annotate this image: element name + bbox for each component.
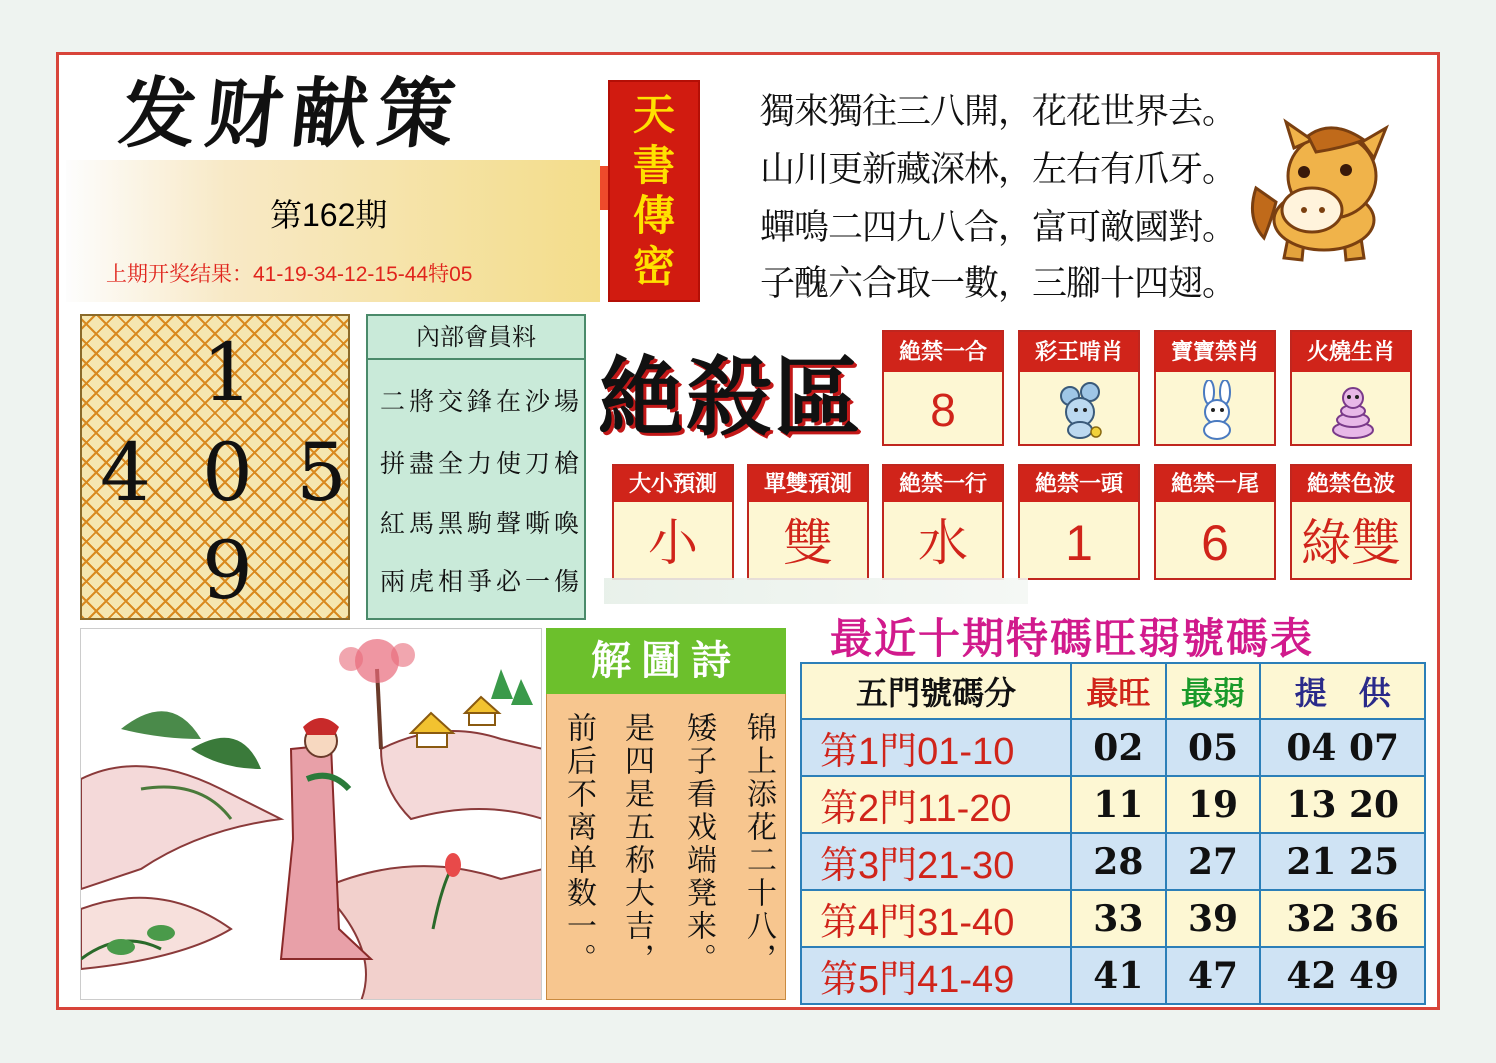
table-cell: 41 (1071, 947, 1166, 1004)
poem-column: 矮子看戏端凳来。 (681, 712, 716, 976)
table-cell: 第2門11-20 (801, 776, 1071, 833)
cell-value: 8 (930, 384, 956, 436)
book-char: 傳 (632, 191, 675, 241)
mouse-icon (1058, 380, 1104, 440)
cell-forbidden-head (1018, 464, 1140, 580)
cell-label: 絶禁一行 (884, 466, 1002, 502)
table-cell: 32 36 (1260, 890, 1425, 947)
number-grid (80, 314, 350, 620)
book-char: 書 (632, 140, 675, 190)
rabbit-icon (1194, 380, 1240, 440)
table-header: 提 供 (1260, 663, 1425, 719)
table-cell: 21 25 (1260, 833, 1425, 890)
grid-digit-top: 1 (202, 326, 253, 419)
number-table (800, 662, 1426, 1005)
cell-label: 絶禁一頭 (1020, 466, 1138, 502)
table-cell: 第5門41-49 (801, 947, 1071, 1004)
page-title: 发财献策 (115, 69, 469, 158)
book-char: 天 (632, 90, 675, 140)
member-heading: 內部會員料 (366, 314, 586, 360)
cell-label: 大小預測 (614, 466, 732, 502)
cell-size-prediction (612, 464, 734, 580)
kill-zone-title: 絶殺區 (598, 347, 862, 448)
grid-digit-right: 5 (296, 426, 347, 519)
horse-icon (1246, 118, 1406, 278)
table-cell: 19 (1166, 776, 1261, 833)
scene-illustration (80, 628, 542, 1000)
table-cell: 33 (1071, 890, 1166, 947)
table-cell: 39 (1166, 890, 1261, 947)
poem-line: 蟬鳴二四九八合，富可敵國對。 (760, 208, 1237, 248)
table-header: 五門號碼分 (801, 663, 1071, 719)
cell-king-zodiac (1018, 330, 1140, 446)
book-char: 密 (632, 241, 675, 291)
cell-value: 6 (1201, 515, 1229, 571)
issue-number: 第162期 (270, 197, 388, 233)
grid-digit-bottom: 9 (202, 524, 253, 617)
scholar-landscape-image (81, 629, 542, 1000)
cell-odd-even-prediction (747, 464, 869, 580)
table-cell: 42 49 (1260, 947, 1425, 1004)
grid-digit-center: 0 (202, 426, 253, 519)
cell-forbidden-element (882, 464, 1004, 580)
cell-label: 絶禁一尾 (1156, 466, 1274, 502)
table-header: 最旺 (1071, 663, 1166, 719)
table-row (801, 719, 1425, 776)
cell-value: 小 (648, 515, 698, 571)
table-cell: 02 (1071, 719, 1166, 776)
table-cell: 13 20 (1260, 776, 1425, 833)
cell-label: 單雙預測 (749, 466, 867, 502)
table-row (801, 890, 1425, 947)
table-header-row (801, 663, 1425, 719)
table-cell: 47 (1166, 947, 1261, 1004)
table-cell: 第1門01-10 (801, 719, 1071, 776)
poem-line: 子醜六合取一數，三腳十四翅。 (760, 264, 1237, 304)
cell-value: 綠雙 (1301, 515, 1401, 571)
member-line: 兩虎相爭必一傷 (380, 567, 584, 596)
poem-line: 山川更新藏深林，左右有爪牙。 (760, 150, 1237, 190)
sky-book-badge (608, 80, 700, 302)
cell-forbidden-combo (882, 330, 1004, 446)
cell-value: 雙 (783, 515, 833, 571)
cell-label: 寶寶禁肖 (1156, 332, 1274, 372)
member-line: 二將交鋒在沙場 (380, 387, 584, 416)
cell-forbidden-color (1290, 464, 1412, 580)
last-result: 上期开奖结果：41-19-34-12-15-44特05 (106, 263, 473, 286)
cell-label: 火燒生肖 (1292, 332, 1410, 372)
decor-strip (604, 578, 1028, 604)
table-cell: 28 (1071, 833, 1166, 890)
table-header: 最弱 (1166, 663, 1261, 719)
poem-heading: 解圖詩 (546, 628, 786, 694)
cell-baby-zodiac (1154, 330, 1276, 446)
grid-digit-left: 4 (100, 426, 151, 519)
cell-label: 絶禁色波 (1292, 466, 1410, 502)
cell-forbidden-tail (1154, 464, 1276, 580)
poem-column: 前后不离单数一。 (561, 712, 596, 976)
table-cell: 04 07 (1260, 719, 1425, 776)
snake-icon (1330, 380, 1376, 440)
cell-label: 彩王啃肖 (1020, 332, 1138, 372)
table-title: 最近十期特碼旺弱號碼表 (830, 614, 1315, 663)
member-line: 紅馬黑駒聲嘶喚 (380, 509, 584, 538)
table-cell: 第3門21-30 (801, 833, 1071, 890)
cell-label: 絶禁一合 (884, 332, 1002, 372)
table-cell: 05 (1166, 719, 1261, 776)
table-row (801, 833, 1425, 890)
cell-value: 水 (918, 515, 968, 571)
table-row (801, 776, 1425, 833)
table-cell: 27 (1166, 833, 1261, 890)
member-line: 拼盡全力使刀槍 (380, 449, 584, 478)
poem-column: 锦上添花二十八， (741, 712, 776, 976)
cell-value: 1 (1065, 515, 1093, 571)
cell-fire-zodiac (1290, 330, 1412, 446)
table-cell: 第4門31-40 (801, 890, 1071, 947)
poem-line: 獨來獨往三八開，花花世界去。 (760, 92, 1237, 132)
poem-column: 是四是五称大吉， (619, 712, 654, 976)
table-row (801, 947, 1425, 1004)
table-cell: 11 (1071, 776, 1166, 833)
